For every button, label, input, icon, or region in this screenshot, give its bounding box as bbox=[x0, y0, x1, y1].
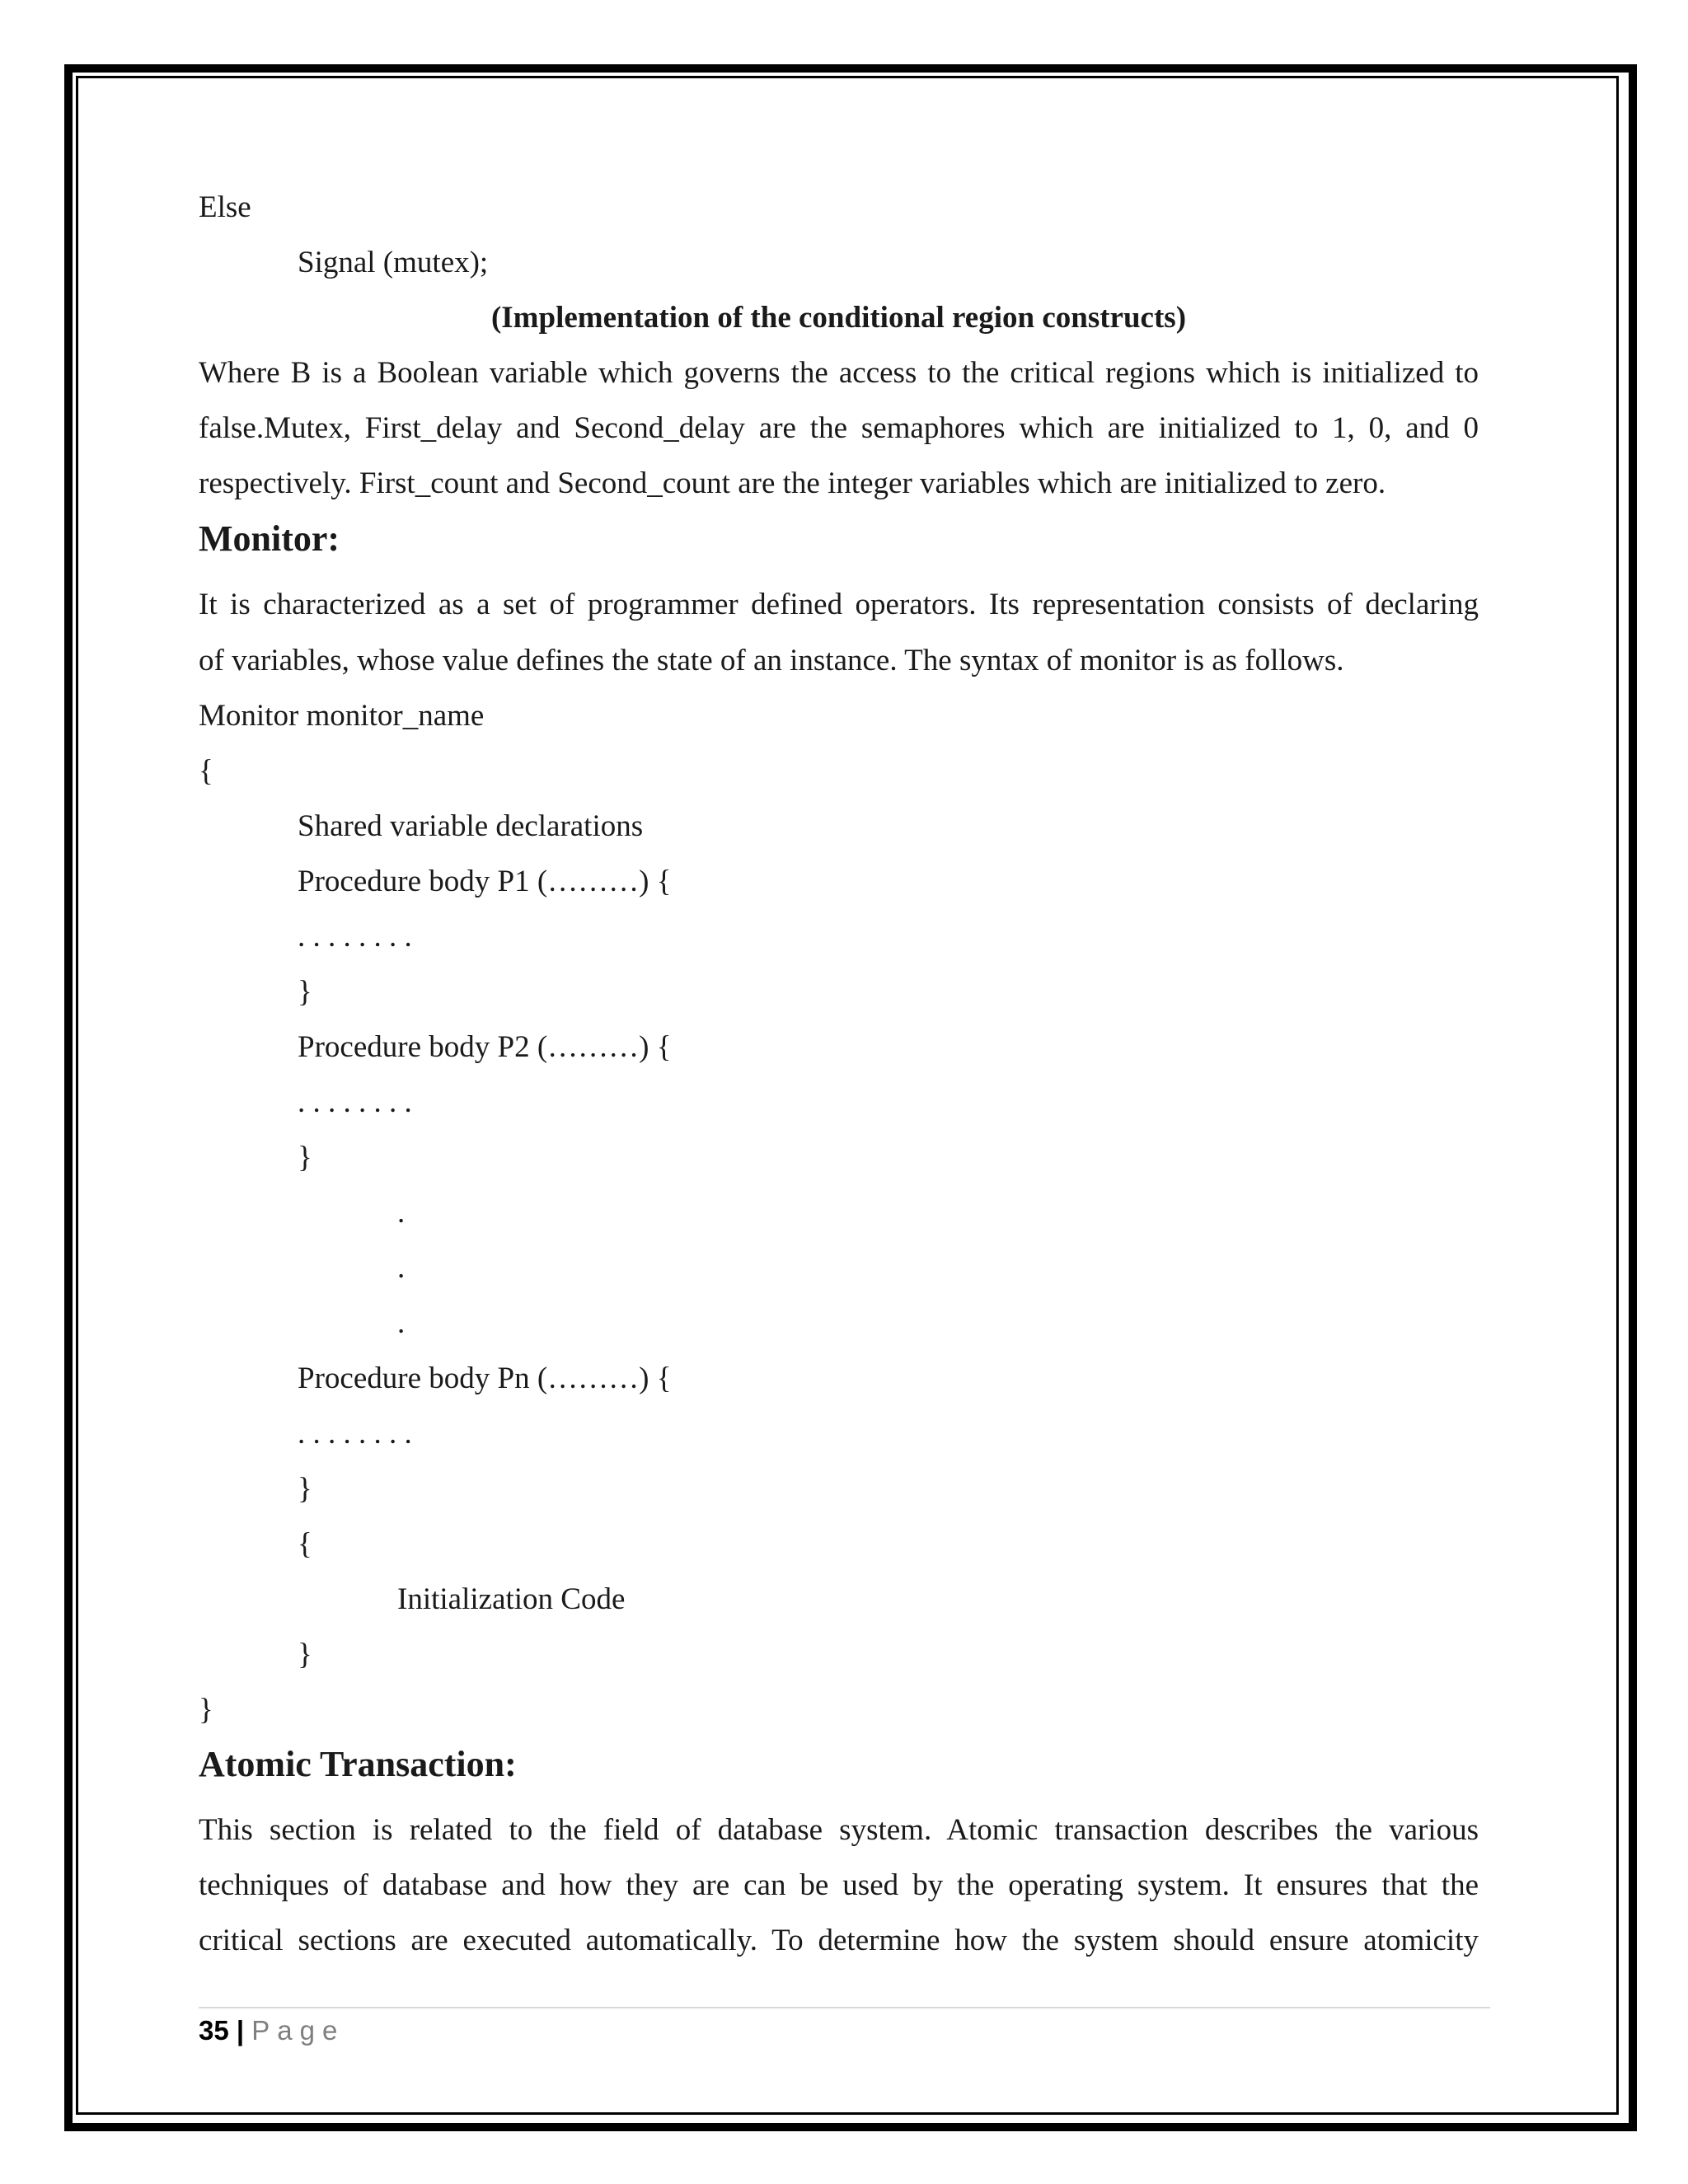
page-number: 35 bbox=[199, 2015, 229, 2046]
code-else: Else bbox=[199, 190, 251, 224]
footer-rule bbox=[199, 2007, 1490, 2008]
atomic-para-line: This section is related to the field of database system. Atomic transaction describes the various bbox=[199, 1813, 1479, 1847]
monitor-heading: Monitor: bbox=[199, 518, 340, 559]
code-init-open-brace: { bbox=[298, 1527, 312, 1561]
figure-caption: (Implementation of the conditional region constructs) bbox=[490, 301, 1187, 335]
code-close-brace: } bbox=[298, 1472, 312, 1506]
code-procedure-pn: Procedure body Pn (………) { bbox=[298, 1361, 672, 1395]
code-procedure-p1: Procedure body P1 (………) { bbox=[298, 865, 672, 898]
code-dots: . . . . . . . . bbox=[298, 1085, 412, 1119]
code-init-code: Initialization Code bbox=[397, 1582, 626, 1616]
code-signal: Signal (mutex); bbox=[298, 246, 489, 279]
footer-separator: | bbox=[236, 2015, 245, 2046]
code-vertical-dot: . bbox=[397, 1306, 406, 1340]
para1-line: respectively. First_count and Second_count are the integer variables which are initialized to zero. bbox=[199, 466, 1386, 500]
monitor-para-line: of variables, whose value defines the state of an instance. The syntax of monitor is as follows. bbox=[199, 644, 1344, 677]
atomic-para-line: techniques of database and how they are can be used by the operating system. It ensures that the bbox=[199, 1868, 1479, 1902]
code-dots: . . . . . . . . bbox=[298, 920, 412, 954]
page-footer bbox=[199, 2013, 345, 2049]
code-vertical-dot: . bbox=[397, 1251, 406, 1285]
code-vertical-dot: . bbox=[397, 1196, 406, 1230]
code-monitor-header: Monitor monitor_name bbox=[199, 699, 485, 733]
code-procedure-p2: Procedure body P2 (………) { bbox=[298, 1030, 672, 1064]
code-dots: . . . . . . . . bbox=[298, 1417, 412, 1451]
para1-line: Where B is a Boolean variable which governs the access to the critical regions which is initialized to bbox=[199, 356, 1479, 390]
atomic-para-line: critical sections are executed automatically. To determine how the system should ensure atomicity bbox=[199, 1924, 1479, 1957]
code-close-brace: } bbox=[298, 975, 312, 1009]
code-final-close-brace: } bbox=[199, 1693, 213, 1727]
atomic-heading: Atomic Transaction: bbox=[199, 1744, 517, 1784]
code-shared-vars: Shared variable declarations bbox=[298, 809, 644, 843]
para1-line: false.Mutex, First_delay and Second_delay are the semaphores which are initialized to 1, 0, and 0 bbox=[199, 411, 1479, 445]
monitor-para-line: It is characterized as a set of programmer defined operators. Its representation consists of declaring bbox=[199, 588, 1479, 621]
code-close-brace: } bbox=[298, 1141, 312, 1174]
code-open-brace: { bbox=[199, 754, 213, 788]
code-init-close-brace: } bbox=[298, 1638, 312, 1671]
footer-page-word: Page bbox=[251, 2015, 345, 2046]
